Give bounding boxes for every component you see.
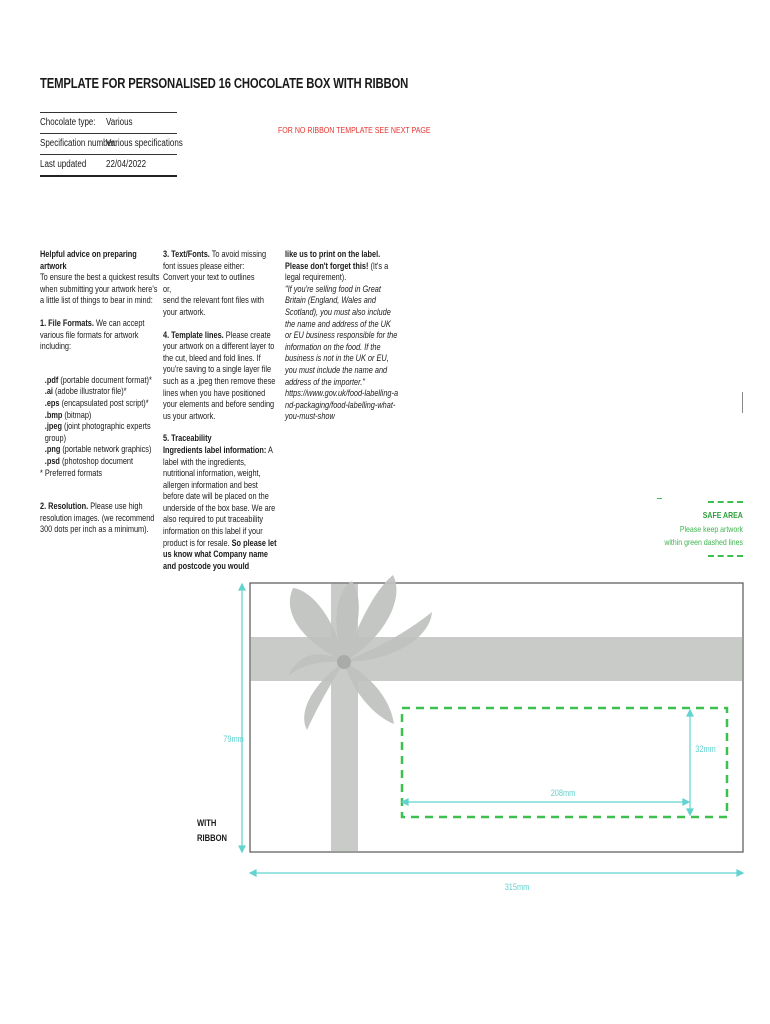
height-dimension-label: 79mm: [223, 734, 244, 744]
ingredients-bold: So please let us know what Company name and postcode you would: [163, 537, 277, 571]
legal-note: (It's a legal requirement).: [285, 260, 389, 283]
file-formats-text: We can accept various file formats for artwork including:: [40, 317, 145, 352]
format-item: .jpeg (joint photographic experts group): [44, 421, 151, 443]
template-lines-heading: 4. Template lines.: [163, 329, 224, 340]
resolution-text: Please use high resolution images. (we recommend 300 dots per inch as a minimum).: [40, 501, 155, 535]
preferred-note: * Preferred formats: [40, 467, 103, 478]
ingredients-heading: Ingredients label information:: [163, 444, 267, 455]
safe-height-label: 32mm: [695, 744, 716, 754]
safe-area-title: SAFE AREA: [702, 510, 743, 520]
file-formats-heading: 1. File Formats.: [40, 317, 94, 328]
spec-value: 22/04/2022: [106, 159, 147, 170]
safe-width-label: 208mm: [550, 788, 576, 798]
safe-area-note: Please keep artwork within green dashed lines: [664, 524, 743, 547]
format-item: .eps (encapsulated post script)*: [44, 397, 149, 408]
fonts-text: To avoid missing font issues please either:: [163, 249, 267, 271]
legal-quote: "If you're selling food in Great Britain (England, Wales and Scotland), you must also include the name and address of the UK or EU business responsible for the information on the food. If the business is not in the UK or EU, you must include the name and address of the importer.": [285, 283, 398, 387]
resolution-heading: 2. Resolution.: [40, 501, 89, 512]
arrow-head: [737, 870, 743, 876]
format-item: .ai (adobe illustrator file)*: [44, 386, 127, 397]
variant-label: WITH RIBBON: [197, 818, 227, 844]
width-dimension-label: 315mm: [504, 882, 530, 892]
arrow-head: [250, 870, 256, 876]
format-item: .psd (photoshop document: [44, 455, 134, 466]
arrow-head: [239, 846, 245, 852]
spec-label: Specification number:: [40, 138, 117, 149]
fonts-heading: 3. Text/Fonts.: [163, 249, 210, 259]
spec-value: Various specifications: [106, 138, 183, 149]
format-item: .png (portable network graphics): [44, 444, 152, 455]
template-lines-text: Please create your artwork on a different layer to the cut, bleed and fold lines. If you're saving to a single layer file such as a .jpeg then remove these lines when you have positioned your elements and before sending us your artwork.: [163, 329, 276, 421]
fonts-or: or,: [163, 283, 172, 294]
spec-label: Chocolate type:: [40, 117, 96, 128]
label-request: like us to print on the label. Please don't forget this!: [285, 249, 381, 271]
format-item: .pdf (portable document format)*: [44, 374, 152, 385]
fonts-option: send the relevant font files with your artwork.: [163, 295, 264, 317]
page-title: TEMPLATE FOR PERSONALISED 16 CHOCOLATE BOX WITH RIBBON: [40, 76, 409, 92]
fonts-option: Convert your text to outlines: [163, 272, 255, 283]
gov-link[interactable]: https://www.gov.uk/food-labelling-and-packaging/food-labelling-what-you-must-show: [285, 388, 399, 422]
format-item: .bmp (bitmap): [44, 409, 92, 420]
ribbon-knot: [337, 655, 351, 669]
advice-intro: To ensure the best a quickest results when submitting your artwork here's a little list of things to bear in mind:: [40, 272, 160, 306]
ingredients-text: A label with the ingredients, nutritional information, weight, allergen information and best before date will be placed on the underside of the box base. We are also required to put traceability information on this label if your product is for resale.: [163, 444, 276, 548]
traceability-heading: 5. Traceability: [163, 433, 212, 444]
spec-value: Various: [106, 117, 133, 128]
no-ribbon-notice: FOR NO RIBBON TEMPLATE SEE NEXT PAGE: [278, 125, 431, 135]
advice-heading: Helpful advice on preparing artwork: [40, 249, 137, 271]
spec-label: Last updated: [40, 159, 87, 170]
arrow-head: [239, 584, 245, 590]
